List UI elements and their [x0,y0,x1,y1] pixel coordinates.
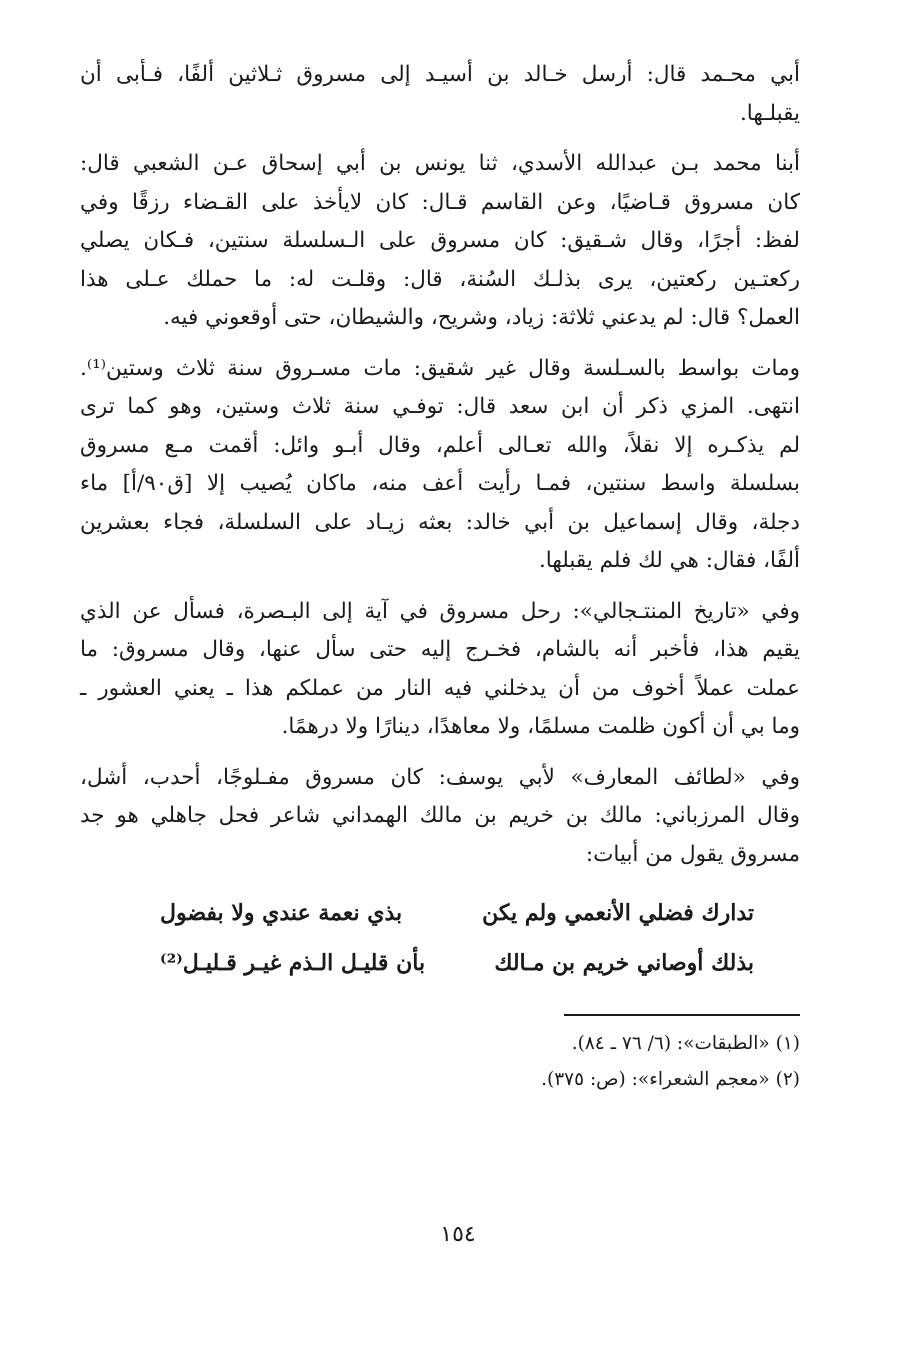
text-line: كان مسروق قـاضيًا، وعن القاسم قـال: كان لايأخذ على القـضاء رزقًا وفي [80,189,800,215]
text-line: لفظ: أجرًا، وقال شـقيق: كان مسروق على الـسلسلة سنتين، فـكان يصلي [80,228,800,253]
text-line: يقيم هذا، فأخبر أنه بالشام، فخـرج إليه حتى سأل عنها، وقال مسروق: ما [80,637,800,662]
text-line: ومات بواسط بالسـلسة وقال غير شقيق: مات مسـروق سنة ثلاث وستين⁽¹⁾. [80,355,800,381]
paragraph-3 [80,350,800,581]
footnotes [80,1026,800,1098]
footnote: (١) «الطبقات»: (٦/ ٧٦ ـ ٨٤). [571,1033,800,1054]
text-line: لم يذكـره إلا نقلاً، والله تعـالى أعلم، وقال أبـو وائل: أقمت مـع مسروق [80,432,800,458]
text-line: انتهى. المزي ذكر أن ابن سعد قال: توفـي سنة ثلاث وستين، وهو كما ترى [80,394,800,419]
footnote: (٢) «معجم الشعراء»: (ص: ٣٧٥). [541,1069,800,1090]
poem-hemistich-second: بذي نعمة عندي ولا بفضول [160,900,403,926]
footnote-divider [564,1014,800,1016]
paragraph-4 [80,593,800,747]
paragraph-1 [80,56,800,133]
text-line: يقبلـها. [739,100,800,126]
text-line: أبي محـمد قال: أرسل خـالد بن أسيـد إلى مسروق ثـلاثين ألفًا، فـأبى أن [80,62,800,87]
poem [80,888,800,988]
text-line: ركعتـين ركعتين، يرى بذلـك السُنة، قال: وقلـت له: ما حملك عـلى هذا [80,266,800,292]
text-line: وفي «تاريخ المنتـجالي»: رحل مسروق في آية إلى البـصرة، فسأل عن الذي [80,598,800,624]
text-line: العمل؟ قال: لم يدعني ثلاثة: زياد، وشريح، والشيطان، حتى أوقعوني فيه. [163,305,800,330]
text-line: وفي «لطائف المعارف» لأبي يوسف: كان مسروق مفـلوجًا، أحدب، أشل، [80,764,800,790]
paragraph-2 [80,145,800,338]
text-line: وقال المرزباني: مالك بن خريم بن مالك الهمداني شاعر فحل جاهلي هو جد [80,803,800,828]
page-number: ١٥٤ [440,1222,476,1247]
page-body [80,56,800,1098]
poem-verse [80,938,800,988]
text-line: ألفًا، فقال: هي لك فلم يقبلها. [538,548,800,573]
poem-verse [80,888,800,938]
text-line: دجلة، وقال إسماعيل بن أبي خالد: بعثه زيـاد على السلسلة، فجاء بعشرين [80,509,800,535]
poem-hemistich-first: بذلك أوصاني خريم بن مـالك [494,950,754,976]
text-line: مسروق يقول من أبيات: [585,841,800,867]
text-line: بسلسلة واسط سنتين، فمـا رأيت أعف منه، ماكان يُصيب إلا [ق٩٠/أ] ماء [80,471,800,496]
text-line: عملت عملاً أخوف من أن يدخلني فيه النار من عملكم هذا ـ يعني العشور ـ [80,675,800,701]
text-line: وما بي أن أكون ظلمت مسلمًا، ولا معاهدًا، دينارًا ولا درهمًا. [281,714,800,739]
paragraph-5 [80,759,800,875]
text-line: أبنا محمد بـن عبدالله الأسدي، ثنا يونس بن أبي إسحاق عـن الشعبي قال: [80,151,800,176]
poem-hemistich-second: بأن قليـل الـذم غيـر قـليـل⁽²⁾ [160,950,426,976]
poem-hemistich-first: تدارك فضلي الأنعمي ولم يكن [482,900,754,926]
